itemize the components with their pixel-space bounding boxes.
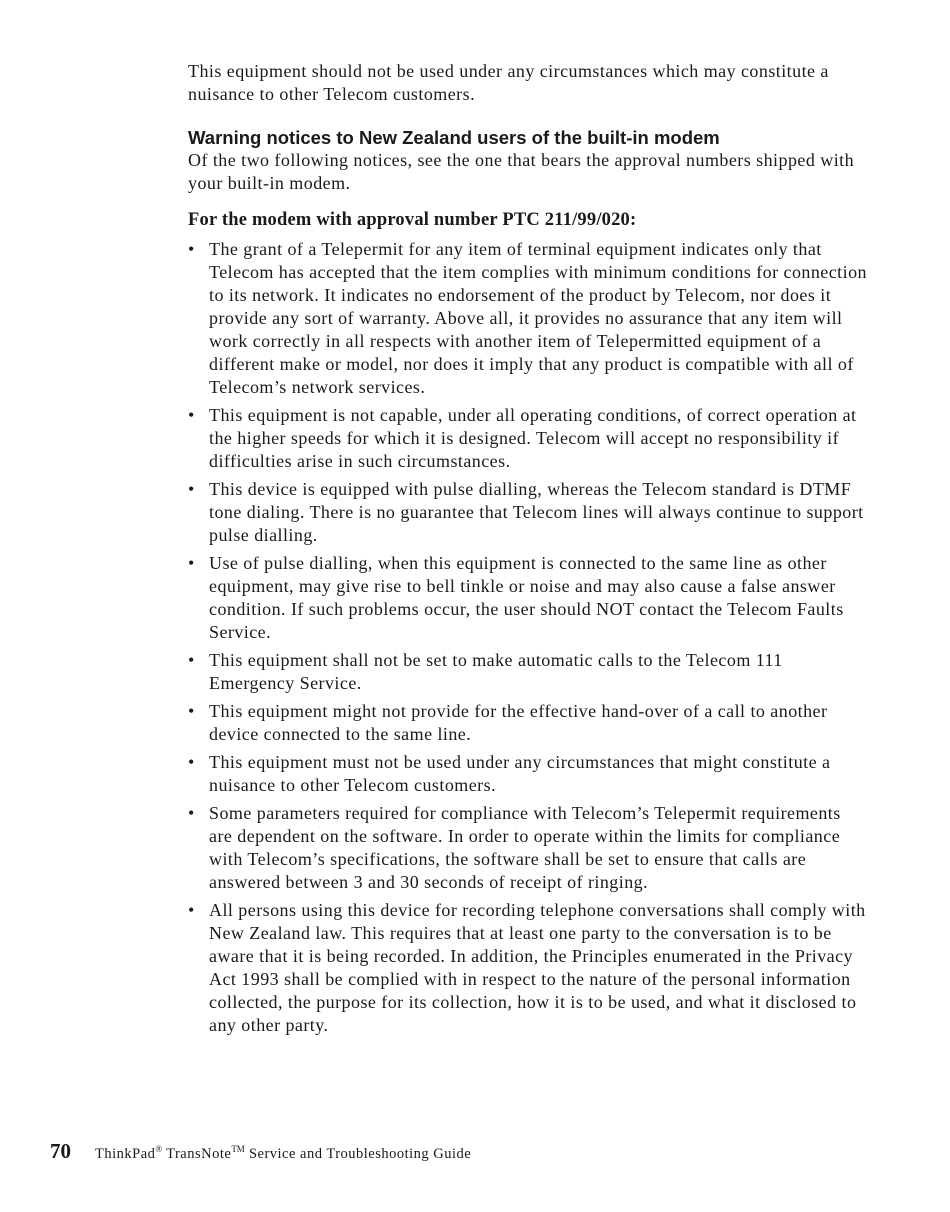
notice-item [188,899,868,1037]
bullet-icon: • [188,803,195,823]
notice-text: Some parameters required for compliance with Telecom’s Telepermit requirements are dependent on the software. In order to operate within the limits for compliance with Telecom’s specifications, the software shall be set to ensure that calls are answered between 3 and 30 seconds of receipt of ringing. [209,803,841,892]
section-description: Of the two following notices, see the one that bears the approval numbers shipped with your built-in modem. [188,150,855,193]
bullet-icon: • [188,650,195,670]
footer-guide-title: Service and Troubleshooting Guide [248,1146,472,1162]
bullet-icon: • [188,752,195,772]
notice-text: This equipment must not be used under any circumstances that might constitute a nuisance to other Telecom customers. [209,752,831,795]
section-heading: Warning notices to New Zealand users of the built-in modem [188,127,720,148]
notice-item [188,238,868,399]
notice-text: This equipment shall not be set to make automatic calls to the Telecom 111 Emergency Service. [209,650,783,693]
notice-text: Use of pulse dialling, when this equipment is connected to the same line as other equipment, may give rise to bell tinkle or noise and may also cause a false answer condition. If such problems occur, the user should NOT contact the Telecom Faults Service. [209,553,844,642]
bullet-icon: • [188,553,195,573]
notice-list [188,238,868,1037]
notice-text: All persons using this device for recording telephone conversations shall comply with New Zealand law. This requires that at least one party to the conversation is to be aware that it is being recorded. In addition, the Principles enumerated in the Privacy Act 1993 shall be complied with in respect to the nature of the personal information collected, the purpose for its collection, how it is to be used, and what it disclosed to any other party. [209,900,866,1035]
intro-paragraph: This equipment should not be used under any circumstances which may constitute a nuisance to other Telecom customers. [188,61,829,104]
notice-text: This equipment is not capable, under all operating conditions, of correct operation at the higher speeds for which it is designed. Telecom will accept no responsibility if difficulties arise in such circumstances. [209,405,857,471]
bullet-icon: • [188,900,195,920]
footer-title [95,1146,471,1162]
notice-item [188,802,868,894]
notice-item [188,552,868,644]
registered-mark: ® [155,1144,163,1154]
trademark-mark: TM [231,1144,245,1154]
notice-item [188,649,868,695]
notice-text: This device is equipped with pulse dialling, whereas the Telecom standard is DTMF tone dialing. There is no guarantee that Telecom lines will always continue to support pulse dialling. [209,479,864,545]
footer-brand: ThinkPad [95,1146,156,1162]
notice-text: The grant of a Telepermit for any item of terminal equipment indicates only that Telecom has accepted that the item complies with minimum conditions for connection to its network. It indicates no endorsement of the product by Telecom, nor does it provide any sort of warranty. Above all, it provides no assurance that any item will work correctly in all respects with another item of Telepermitted equipment of a different make or model, nor does it imply that any product is compatible with all of Telecom’s network services. [209,239,867,397]
notice-item [188,478,868,547]
page-number: 70 [50,1139,71,1163]
notice-item [188,751,868,797]
notice-text: This equipment might not provide for the effective hand-over of a call to another device connected to the same line. [209,701,828,744]
bullet-icon: • [188,239,195,259]
footer-product: TransNote [166,1146,232,1162]
page-footer [50,1139,471,1164]
notice-item [188,700,868,746]
bullet-icon: • [188,701,195,721]
notice-item [188,404,868,473]
bullet-icon: • [188,479,195,499]
subsection-heading: For the modem with approval number PTC 211/99/020: [188,210,637,230]
document-page [188,60,868,1042]
bullet-icon: • [188,405,195,425]
